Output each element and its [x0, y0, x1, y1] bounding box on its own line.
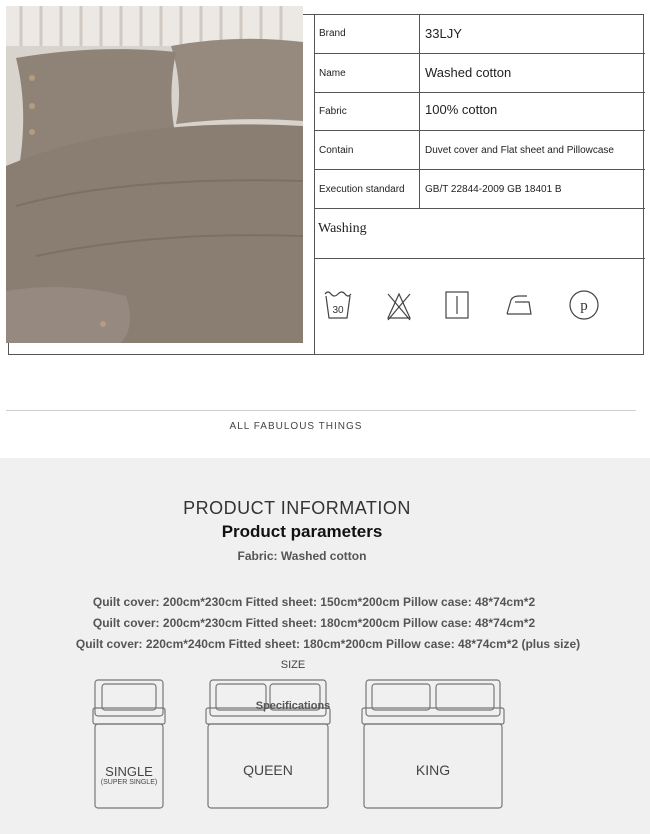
- bed-single-icon: [92, 678, 166, 812]
- product-photo: [6, 6, 303, 343]
- wash-temp-label: 30: [332, 305, 344, 316]
- spec-row-name: [315, 54, 645, 93]
- spec-label: Fabric: [319, 106, 347, 117]
- tagline: ALL FABULOUS THINGS: [229, 421, 363, 432]
- iron-icon: [503, 288, 537, 322]
- bed-king-icon: [360, 678, 506, 812]
- divider-line: [6, 410, 636, 411]
- cell-divider: [419, 14, 420, 53]
- spec-label: Contain: [319, 145, 354, 156]
- fabric-line: Fabric: Washed cotton: [237, 549, 367, 563]
- spec-value: Duvet cover and Flat sheet and Pillowcase: [425, 145, 614, 156]
- cell-divider: [419, 170, 420, 208]
- spec-value: 33LJY: [425, 26, 462, 41]
- spec-row-washing: [315, 209, 645, 259]
- product-parameters-heading: Product parameters: [221, 522, 383, 541]
- spec-row-contain: [315, 131, 645, 170]
- size-line: Quilt cover: 200cm*230cm Fitted sheet: 180cm*200cm Pillow case: 48*74cm*2: [92, 616, 536, 630]
- bed-queen: [204, 678, 332, 812]
- washing-label: Washing: [318, 221, 367, 236]
- no-bleach-icon: [385, 288, 413, 322]
- cell-divider: [419, 131, 420, 169]
- dry-clean-icon: [567, 288, 601, 322]
- specifications-label: Specifications: [255, 700, 331, 712]
- bed-queen-icon: [204, 678, 332, 812]
- size-line: Quilt cover: 220cm*240cm Fitted sheet: 180cm*200cm Pillow case: 48*74cm*2 (plus size): [75, 637, 581, 651]
- product-info-title: PRODUCT INFORMATION: [183, 498, 411, 518]
- spec-label: Execution standard: [319, 184, 405, 195]
- spec-value: GB/T 22844-2009 GB 18401 B: [425, 184, 562, 195]
- spec-row-fabric: [315, 93, 645, 131]
- spec-value: Washed cotton: [425, 65, 512, 80]
- cell-divider: [419, 93, 420, 130]
- spec-row-brand: [315, 14, 645, 54]
- line-dry-icon: [443, 288, 471, 322]
- bed-size-label: KING: [415, 762, 451, 778]
- bed-size-sublabel: (SUPER SINGLE): [100, 779, 158, 786]
- bed-size-label: SINGLE: [105, 764, 153, 779]
- product-info-panel: [0, 458, 650, 834]
- spec-label: Brand: [319, 28, 346, 39]
- bed-king: [360, 678, 506, 812]
- wash-30-icon: [323, 288, 353, 322]
- size-label: SIZE: [280, 659, 306, 671]
- cell-divider: [419, 54, 420, 92]
- size-line: Quilt cover: 200cm*230cm Fitted sheet: 150cm*200cm Pillow case: 48*74cm*2: [92, 595, 536, 609]
- dry-clean-label: p: [580, 298, 588, 314]
- spec-label: Name: [319, 68, 346, 79]
- spec-row-standard: [315, 170, 645, 209]
- spec-value: 100% cotton: [425, 102, 498, 117]
- bed-size-label: QUEEN: [243, 762, 293, 778]
- bed-single: [92, 678, 166, 812]
- spec-table: [314, 14, 644, 355]
